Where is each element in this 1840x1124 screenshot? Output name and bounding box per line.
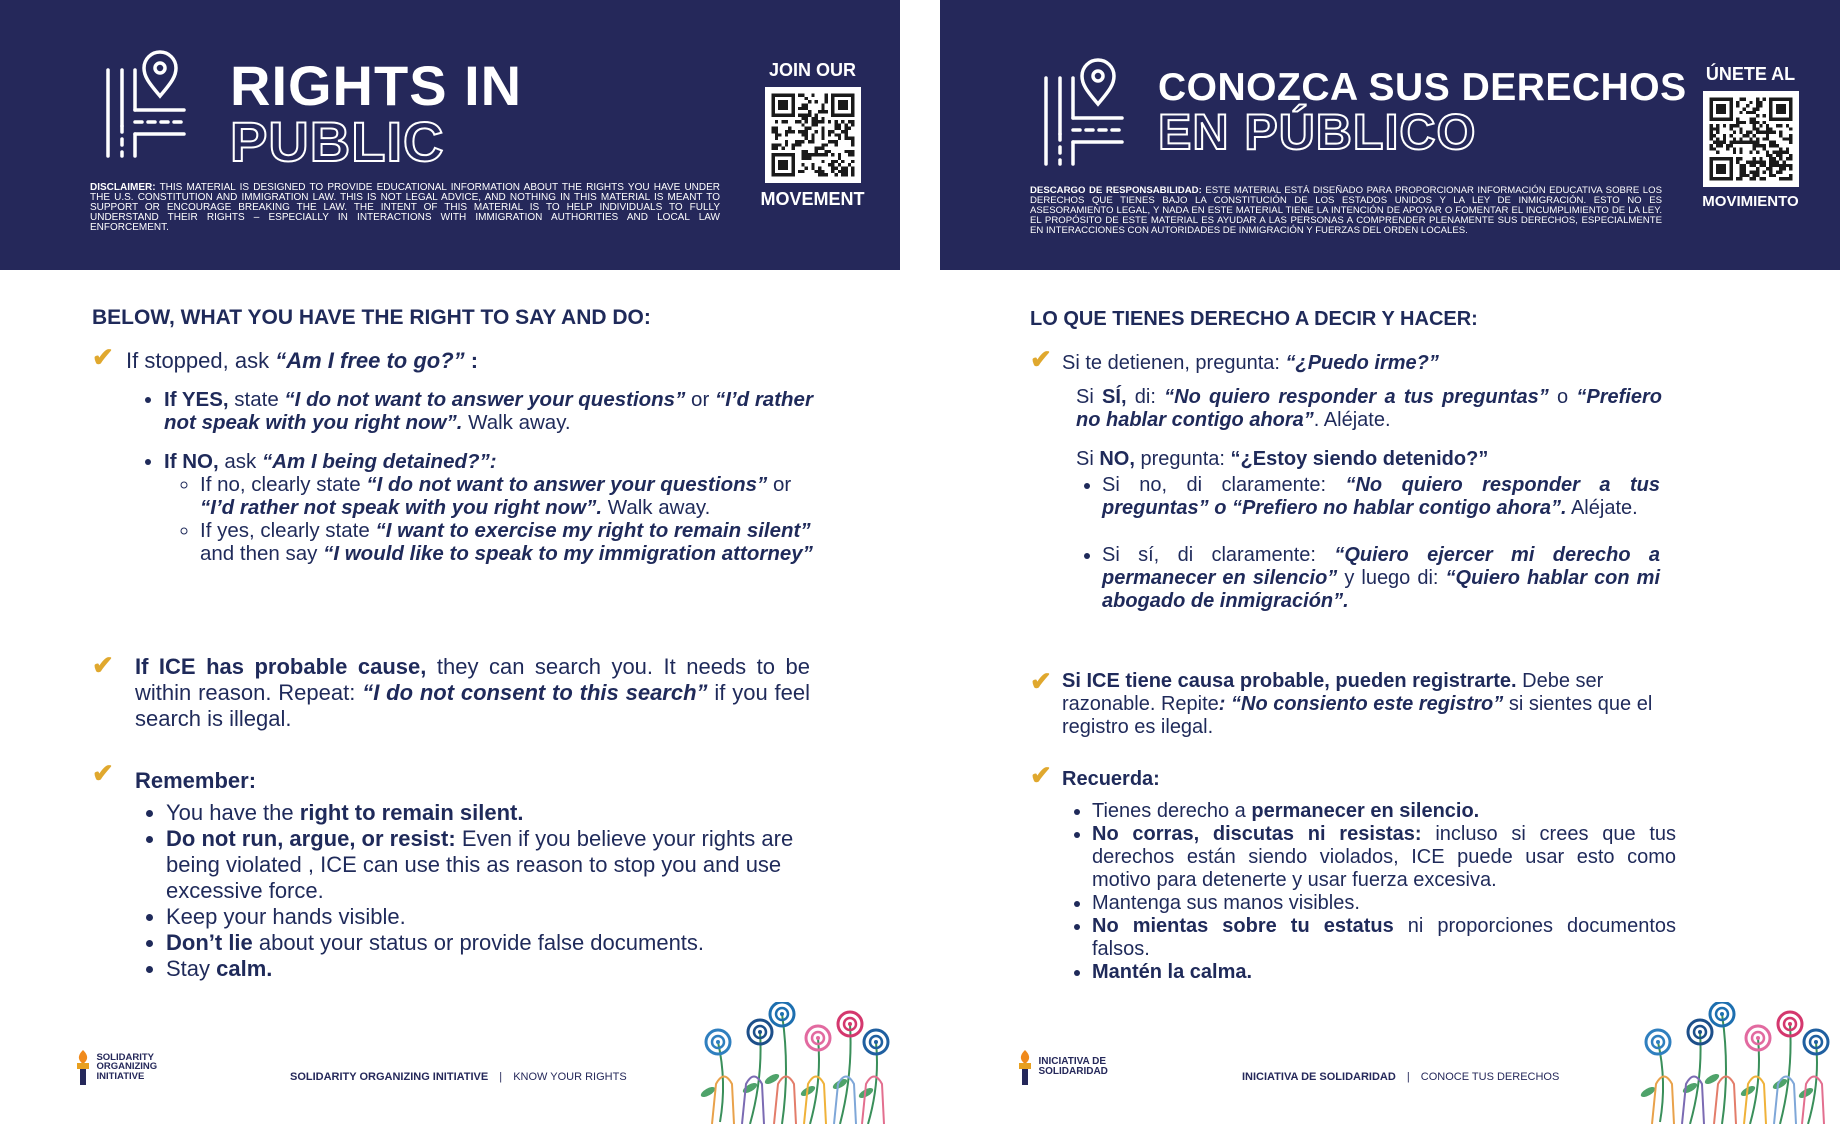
sub1-quote-1: “I do not want to answer your questions” — [366, 473, 768, 496]
if-yes-quote-2: “Prefiero no hablar contigo ahora” — [1076, 386, 1662, 431]
footer-text — [290, 1071, 627, 1083]
remember-label: Remember: — [135, 768, 257, 793]
qr-caption-top: ÚNETE AL — [1705, 64, 1796, 84]
ice-pre: Debe ser razonable. Repite — [1062, 670, 1604, 715]
card-title — [230, 54, 523, 173]
stopped-pre: Si te detienen, pregunta: — [1062, 352, 1286, 374]
logo-text — [96, 1053, 157, 1082]
check-icon: ✔ — [92, 650, 114, 680]
if-yes-post: Walk away. — [462, 411, 571, 434]
r1-pre: Tienes derecho a — [1092, 800, 1252, 822]
r2-bold: Do not run, argue, or resist: — [166, 826, 456, 851]
torch-logo-icon — [1016, 1048, 1034, 1086]
if-no-item — [1076, 448, 1488, 471]
if-yes-pre: Si — [1076, 386, 1103, 408]
if-yes-pre: state — [228, 388, 285, 411]
stopped-item — [126, 348, 478, 374]
sub2-mid: and then say — [200, 542, 324, 565]
remember-list — [142, 800, 822, 982]
remember-item-4 — [166, 930, 822, 956]
remember-label: Recuerda: — [1062, 768, 1160, 790]
remember-item-5 — [1092, 961, 1676, 984]
r1-bold: right to remain silent. — [299, 800, 524, 825]
if-no-pre: Si — [1076, 448, 1100, 470]
disclaimer-label: DISCLAIMER: — [90, 182, 156, 193]
r2-post: Even if you believe your rights are being violated , ICE can use this as reason to stop you and use excessive force. — [166, 826, 794, 903]
check-icon: ✔ — [1030, 666, 1052, 696]
qr-caption-top: JOIN OUR — [768, 60, 856, 80]
if-yes-label: SÍ, — [1102, 386, 1127, 408]
remember-item-2 — [1092, 823, 1676, 892]
r4-bold: No mientas sobre tu estatus — [1092, 915, 1394, 937]
if-no-subitem-1 — [200, 473, 820, 519]
header-banner — [940, 0, 1840, 270]
sub2-mid: y luego di: — [1337, 567, 1446, 589]
if-no-item — [164, 450, 820, 565]
if-no-quote: “Am I being detained?”: — [261, 450, 497, 473]
r5-bold: Mantén la calma. — [1092, 961, 1253, 983]
sub2-quote-2: “Quiero hablar con mi abogado de inmigración”. — [1102, 567, 1660, 612]
if-no-subitems — [1078, 474, 1660, 613]
footer-logo — [1016, 1048, 1108, 1086]
sub1-mid: or — [767, 473, 792, 496]
card-gap — [900, 0, 940, 1124]
disclaimer-text: THIS MATERIAL IS DESIGNED TO PROVIDE EDUCATIONAL INFORMATION ABOUT THE RIGHTS YOU HAVE UNDER THE U.S. CONSTITUTION AND IMMIGRATION LAW. THIS IS NOT LEGAL ADVICE, AND NOTHING IN THIS MATERIAL IS MEANT TO SUPPORT OR ENCOURAGE BREAKING THE LAW. THE INTENT OF THIS MATERIAL IS TO HELP INDIVIDUALS TO FULLY UNDERSTAND THEIR RIGHTS – ESPECIALLY IN INTERACTIONS WITH IMMIGRATION AUTHORITIES AND LOCAL LAW ENFORCEMENT. — [90, 182, 720, 233]
qr-caption-bottom: MOVIMIENTO — [1702, 193, 1799, 210]
remember-item-5 — [166, 956, 822, 982]
check-icon: ✔ — [1030, 344, 1052, 374]
if-yes-label: If YES, — [164, 388, 229, 411]
r1-pre: You have the — [166, 800, 300, 825]
footer-text — [1242, 1071, 1559, 1083]
map-pin-road-icon — [100, 48, 190, 158]
sub2-quote-2: “I would like to speak to my immigration attorney” — [323, 542, 813, 565]
section-title: BELOW, WHAT YOU HAVE THE RIGHT TO SAY AND DO: — [92, 306, 651, 329]
disclaimer — [90, 183, 720, 233]
disclaimer-text: ESTE MATERIAL ESTÁ DISEÑADO PARA PROPORCIONAR INFORMACIÓN EDUCATIVA SOBRE LOS DERECHOS QUE TIENES BAJO LA CONSTITUCIÓN DE LOS ESTADOS UNIDOS Y LA LEY DE INMIGRACIÓN. ESTO NO ES ASESORAMIENTO LEGAL, Y NADA EN ESTE MATERIAL TIENE LA INTENCIÓN DE APOYAR O FOMENTAR EL INCUMPLIMIENTO DE LA LEY. EL PROPÓSITO DE ESTE MATERIAL ES AYUDAR A LAS PERSONAS A COMPRENDER PLENAMENTE SUS DERECHOS, ESPECIALMENTE EN INTERACCIONES CON AUTORIDADES DE INMIGRACIÓN Y FUERZAS DEL ORDEN LOCALES. — [1030, 185, 1662, 236]
logo-line-3: INITIATIVE — [96, 1070, 145, 1082]
remember-list — [1068, 800, 1676, 984]
if-yes-quote-2: “I’d rather not speak with you right now”. — [164, 388, 813, 434]
title-line-2: EN PÚBLICO — [1158, 104, 1477, 160]
r5-bold: calm. — [216, 956, 273, 981]
logo-line-2: SOLIDARIDAD — [1038, 1066, 1108, 1077]
qr-code-icon[interactable] — [1703, 91, 1799, 187]
remember-item-3: • Keep your hands visible. — [166, 904, 822, 930]
qr-caption-bottom: MOVEMENT — [760, 189, 865, 209]
logo-line-2: ORGANIZING — [96, 1061, 158, 1073]
sub1-pre: If no, clearly state — [200, 473, 367, 496]
logo-text — [1038, 1057, 1107, 1077]
check-icon: ✔ — [92, 342, 114, 372]
sub1-quote-2: “I’d rather not speak with you right now”. — [200, 496, 603, 519]
ice-label: Si ICE tiene causa probable, pueden registrarte. — [1062, 670, 1517, 692]
footer-tagline: CONOCE TUS DERECHOS — [1420, 1071, 1560, 1083]
ice-quote: : “No consiento este registro” — [1218, 693, 1504, 715]
flowers-illustration — [1630, 1002, 1840, 1124]
if-no-subitem-1 — [1102, 474, 1660, 520]
if-yes-post: . Aléjate. — [1313, 409, 1391, 431]
title-line-1: CONOZCA SUS DERECHOS — [1158, 66, 1687, 109]
ice-item — [1062, 670, 1682, 739]
stopped-post: : — [464, 348, 479, 373]
header-banner — [0, 0, 900, 270]
sub2-pre: If yes, clearly state — [200, 519, 376, 542]
if-yes-mid: o — [1548, 386, 1577, 408]
stopped-subitems — [140, 388, 820, 565]
if-yes-mid0: di: — [1126, 386, 1165, 408]
footer-separator: | — [1406, 1071, 1410, 1083]
r2-post: incluso si crees que tus derechos están siendo violados, ICE puede usar esto como motivo para detenerte y usar fuerza excesiva. — [1092, 823, 1676, 891]
sub1-post: Aléjate. — [1566, 497, 1638, 519]
if-yes-quote-1: “I do not want to answer your questions” — [284, 388, 686, 411]
if-no-quote: “¿Estoy siendo detenido?” — [1230, 448, 1489, 470]
footer-org: INICIATIVA DE SOLIDARIDAD — [1242, 1071, 1396, 1083]
footer-tagline: KNOW YOUR RIGHTS — [513, 1071, 627, 1083]
r4-post: ni proporciones documentos falsos. — [1092, 915, 1676, 960]
r1-bold: permanecer en silencio. — [1251, 800, 1480, 822]
card-title — [1158, 66, 1687, 160]
disclaimer-label: DESCARGO DE RESPONSABILIDAD: — [1030, 185, 1202, 196]
if-no-subitem-2 — [1102, 544, 1660, 613]
if-no-label: NO, — [1099, 448, 1135, 470]
ice-post: si sientes que el registro es ilegal. — [1062, 693, 1653, 738]
title-line-2: PUBLIC — [230, 110, 445, 173]
ice-post: if you feel search is illegal. — [135, 680, 810, 731]
if-yes-quote-1: “No quiero responder a tus preguntas” — [1164, 386, 1549, 408]
remember-item-2 — [166, 826, 822, 904]
sub2-quote-1: “Quiero ejercer mi derecho a permanecer en silencio” — [1102, 544, 1660, 589]
ice-item — [135, 654, 810, 732]
sub1-post: Walk away. — [602, 496, 711, 519]
r4-post: about your status or provide false documents. — [252, 930, 705, 955]
logo-line-1: SOLIDARITY — [96, 1051, 154, 1063]
flowers-illustration — [690, 1002, 900, 1124]
map-pin-road-icon — [1038, 56, 1128, 166]
ice-label: If ICE has probable cause, — [135, 654, 427, 679]
r5-pre: Stay — [166, 956, 217, 981]
title-line-1: RIGHTS IN — [230, 54, 523, 117]
stopped-pre: If stopped, ask — [126, 348, 276, 373]
remember-item-4 — [1092, 915, 1676, 961]
logo-line-1: INICIATIVA DE — [1038, 1056, 1107, 1067]
check-icon: ✔ — [1030, 760, 1052, 790]
ice-quote: “I do not consent to this search” — [362, 680, 708, 705]
stopped-quote: “Am I free to go?” — [275, 348, 465, 373]
if-no-mid: pregunta: — [1134, 448, 1231, 470]
r4-bold: Don’t lie — [166, 930, 253, 955]
sub1-pre: Si no, di claramente: — [1102, 474, 1346, 496]
qr-block — [1698, 64, 1803, 210]
torch-logo-icon — [74, 1048, 92, 1086]
sub1-quote-1: “No quiero responder a tus preguntas” o “Prefiero no hablar contigo ahora”. — [1102, 474, 1660, 519]
stopped-quote: “¿Puedo irme?” — [1285, 352, 1439, 374]
qr-block — [760, 60, 865, 210]
check-icon: ✔ — [92, 758, 114, 788]
sub2-pre: Si sí, di claramente: — [1102, 544, 1335, 566]
footer-logo — [74, 1048, 157, 1086]
card-spanish — [940, 0, 1840, 1124]
disclaimer — [1030, 186, 1662, 236]
if-yes-item — [164, 388, 820, 434]
sub2-quote-1: “I want to exercise my right to remain silent” — [375, 519, 811, 542]
if-yes-mid: or — [685, 388, 715, 411]
ice-pre: they can search you. It needs to be within reason. Repeat: — [135, 654, 810, 705]
section-title: LO QUE TIENES DERECHO A DECIR Y HACER: — [1030, 308, 1478, 330]
if-yes-item — [1076, 386, 1662, 432]
stopped-item — [1062, 352, 1439, 375]
remember-item-1 — [166, 800, 822, 826]
card-english — [0, 0, 900, 1124]
if-no-label: If NO, — [164, 450, 219, 473]
if-no-subitem-2 — [200, 519, 820, 565]
if-no-pre: ask — [218, 450, 262, 473]
r2-bold: No corras, discutas ni resistas: — [1092, 823, 1422, 845]
footer-separator: | — [499, 1071, 503, 1083]
remember-item-1 — [1092, 800, 1676, 823]
remember-item-3: • Mantenga sus manos visibles. — [1092, 892, 1676, 915]
qr-code-icon[interactable] — [765, 87, 861, 183]
footer-org: SOLIDARITY ORGANIZING INITIATIVE — [290, 1071, 489, 1083]
